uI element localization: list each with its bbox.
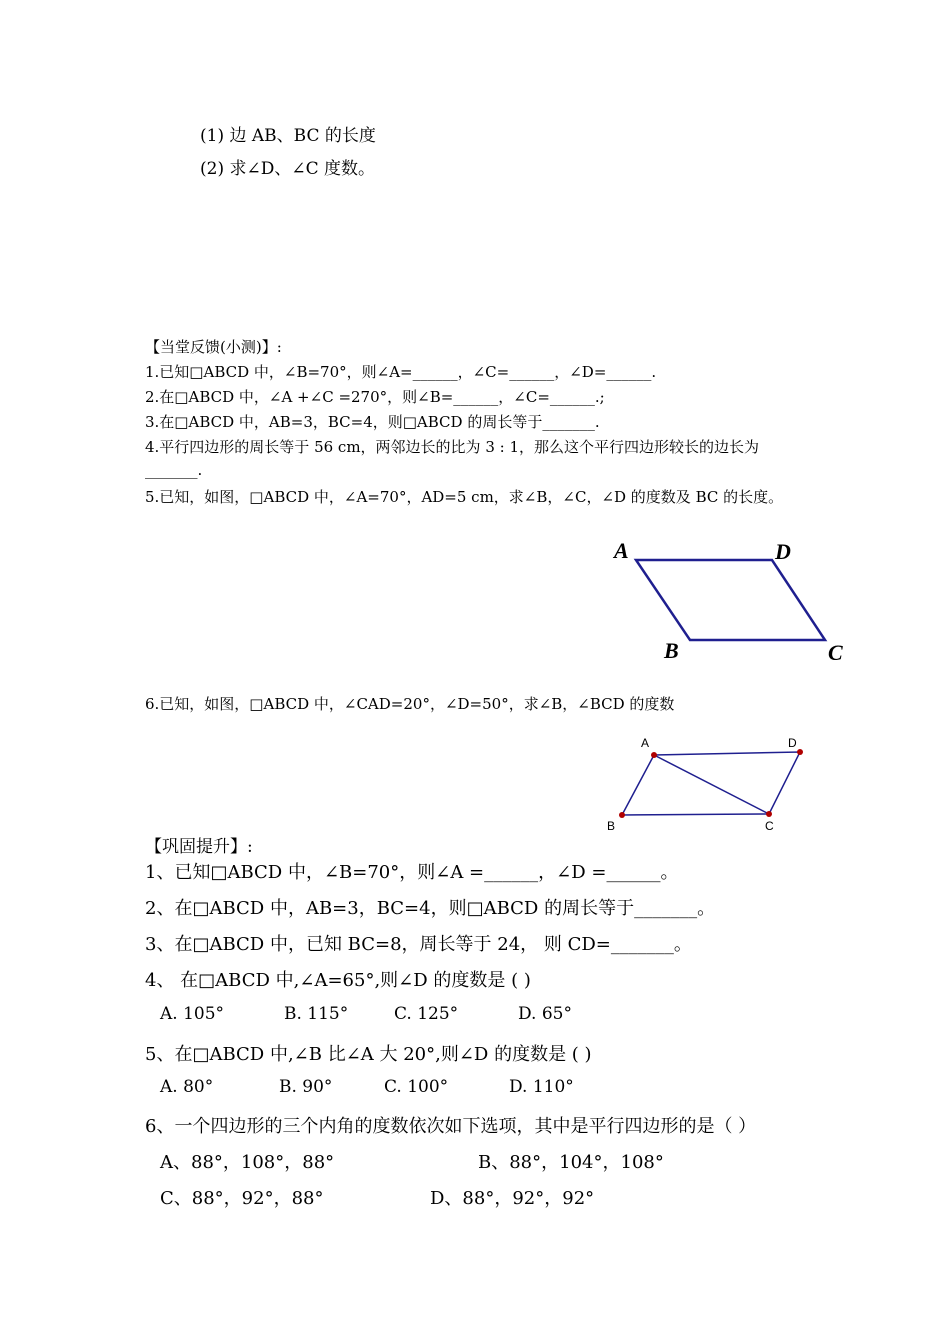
feedback-q1: 1.已知□ABCD 中，∠B=70°，则∠A=______，∠C=______，∠D=______. [145,363,657,381]
q4-option-c: C. 125° [394,1004,459,1024]
fig1-label-d: D [775,539,791,564]
fig2-label-c: C [765,819,774,833]
consolidate-heading: 【巩固提升】: [145,837,253,857]
top-item-1: (1) 边 AB、BC 的长度 [200,126,376,146]
consolidate-q3: 3、在□ABCD 中，已知 BC=8，周长等于 24， 则 CD=_______。 [145,934,692,955]
point-a [651,752,657,758]
q6-option-d: D、88°，92°，92° [430,1188,595,1209]
fig2-label-d: D [788,736,797,750]
q6-option-b: B、88°，104°，108° [478,1152,664,1173]
consolidate-q1: 1、已知□ABCD 中，∠B=70°，则∠A =______，∠D =______。 [145,862,679,883]
diagonal-ac [654,755,769,814]
q4-option-a: A. 105° [160,1004,225,1024]
feedback-heading: 【当堂反馈(小测)】: [145,338,282,356]
q5-option-c: C. 100° [384,1077,449,1097]
consolidate-q6: 6、一个四边形的三个内角的度数依次如下选项，其中是平行四边形的是（ ） [145,1116,757,1137]
consolidate-q2: 2、在□ABCD 中，AB=3，BC=4，则□ABCD 的周长等于_______。 [145,898,716,919]
q5-option-b: B. 90° [279,1077,333,1097]
point-d [797,749,803,755]
parallelogram-1-shape [636,560,825,640]
fig2-label-a: A [641,736,650,750]
fig1-label-a: A [614,538,629,563]
feedback-q3: 3.在□ABCD 中，AB=3，BC=4，则□ABCD 的周长等于_______. [145,413,600,431]
q4-option-d: D. 65° [518,1004,572,1024]
point-b [619,812,625,818]
q6-option-a: A、88°，108°，88° [160,1152,335,1173]
top-item-2: (2) 求∠D、∠C 度数。 [200,159,376,179]
fig1-label-c: C [828,640,843,665]
figure-parallelogram-1 [600,530,860,670]
q4-option-b: B. 115° [284,1004,349,1024]
figure-parallelogram-2 [600,730,820,840]
fig2-label-b: B [607,819,616,833]
q6-option-c: C、88°，92°，88° [160,1188,324,1209]
q5-option-d: D. 110° [509,1077,574,1097]
feedback-q6: 6.已知，如图，□ABCD 中，∠CAD=20°，∠D=50°，求∠B，∠BCD 的度数 [145,695,675,713]
q5-option-a: A. 80° [160,1077,214,1097]
fig1-label-b: B [664,638,679,663]
feedback-q4-line1: 4.平行四边形的周长等于 56 cm，两邻边长的比为 3 : 1，那么这个平行四边形较长的边长为 [145,438,760,456]
feedback-q4-line2: _______. [145,461,203,479]
feedback-q2: 2.在□ABCD 中，∠A +∠C =270°，则∠B=______，∠C=______.; [145,388,605,406]
point-c [766,811,772,817]
feedback-q5: 5.已知，如图，□ABCD 中，∠A=70°，AD=5 cm，求∠B，∠C，∠D 的度数及 BC 的长度。 [145,488,784,506]
consolidate-q5: 5、在□ABCD 中,∠B 比∠A 大 20°,则∠D 的度数是 ( ) [145,1044,592,1065]
consolidate-q4: 4、 在□ABCD 中,∠A=65°,则∠D 的度数是 ( ) [145,970,531,991]
